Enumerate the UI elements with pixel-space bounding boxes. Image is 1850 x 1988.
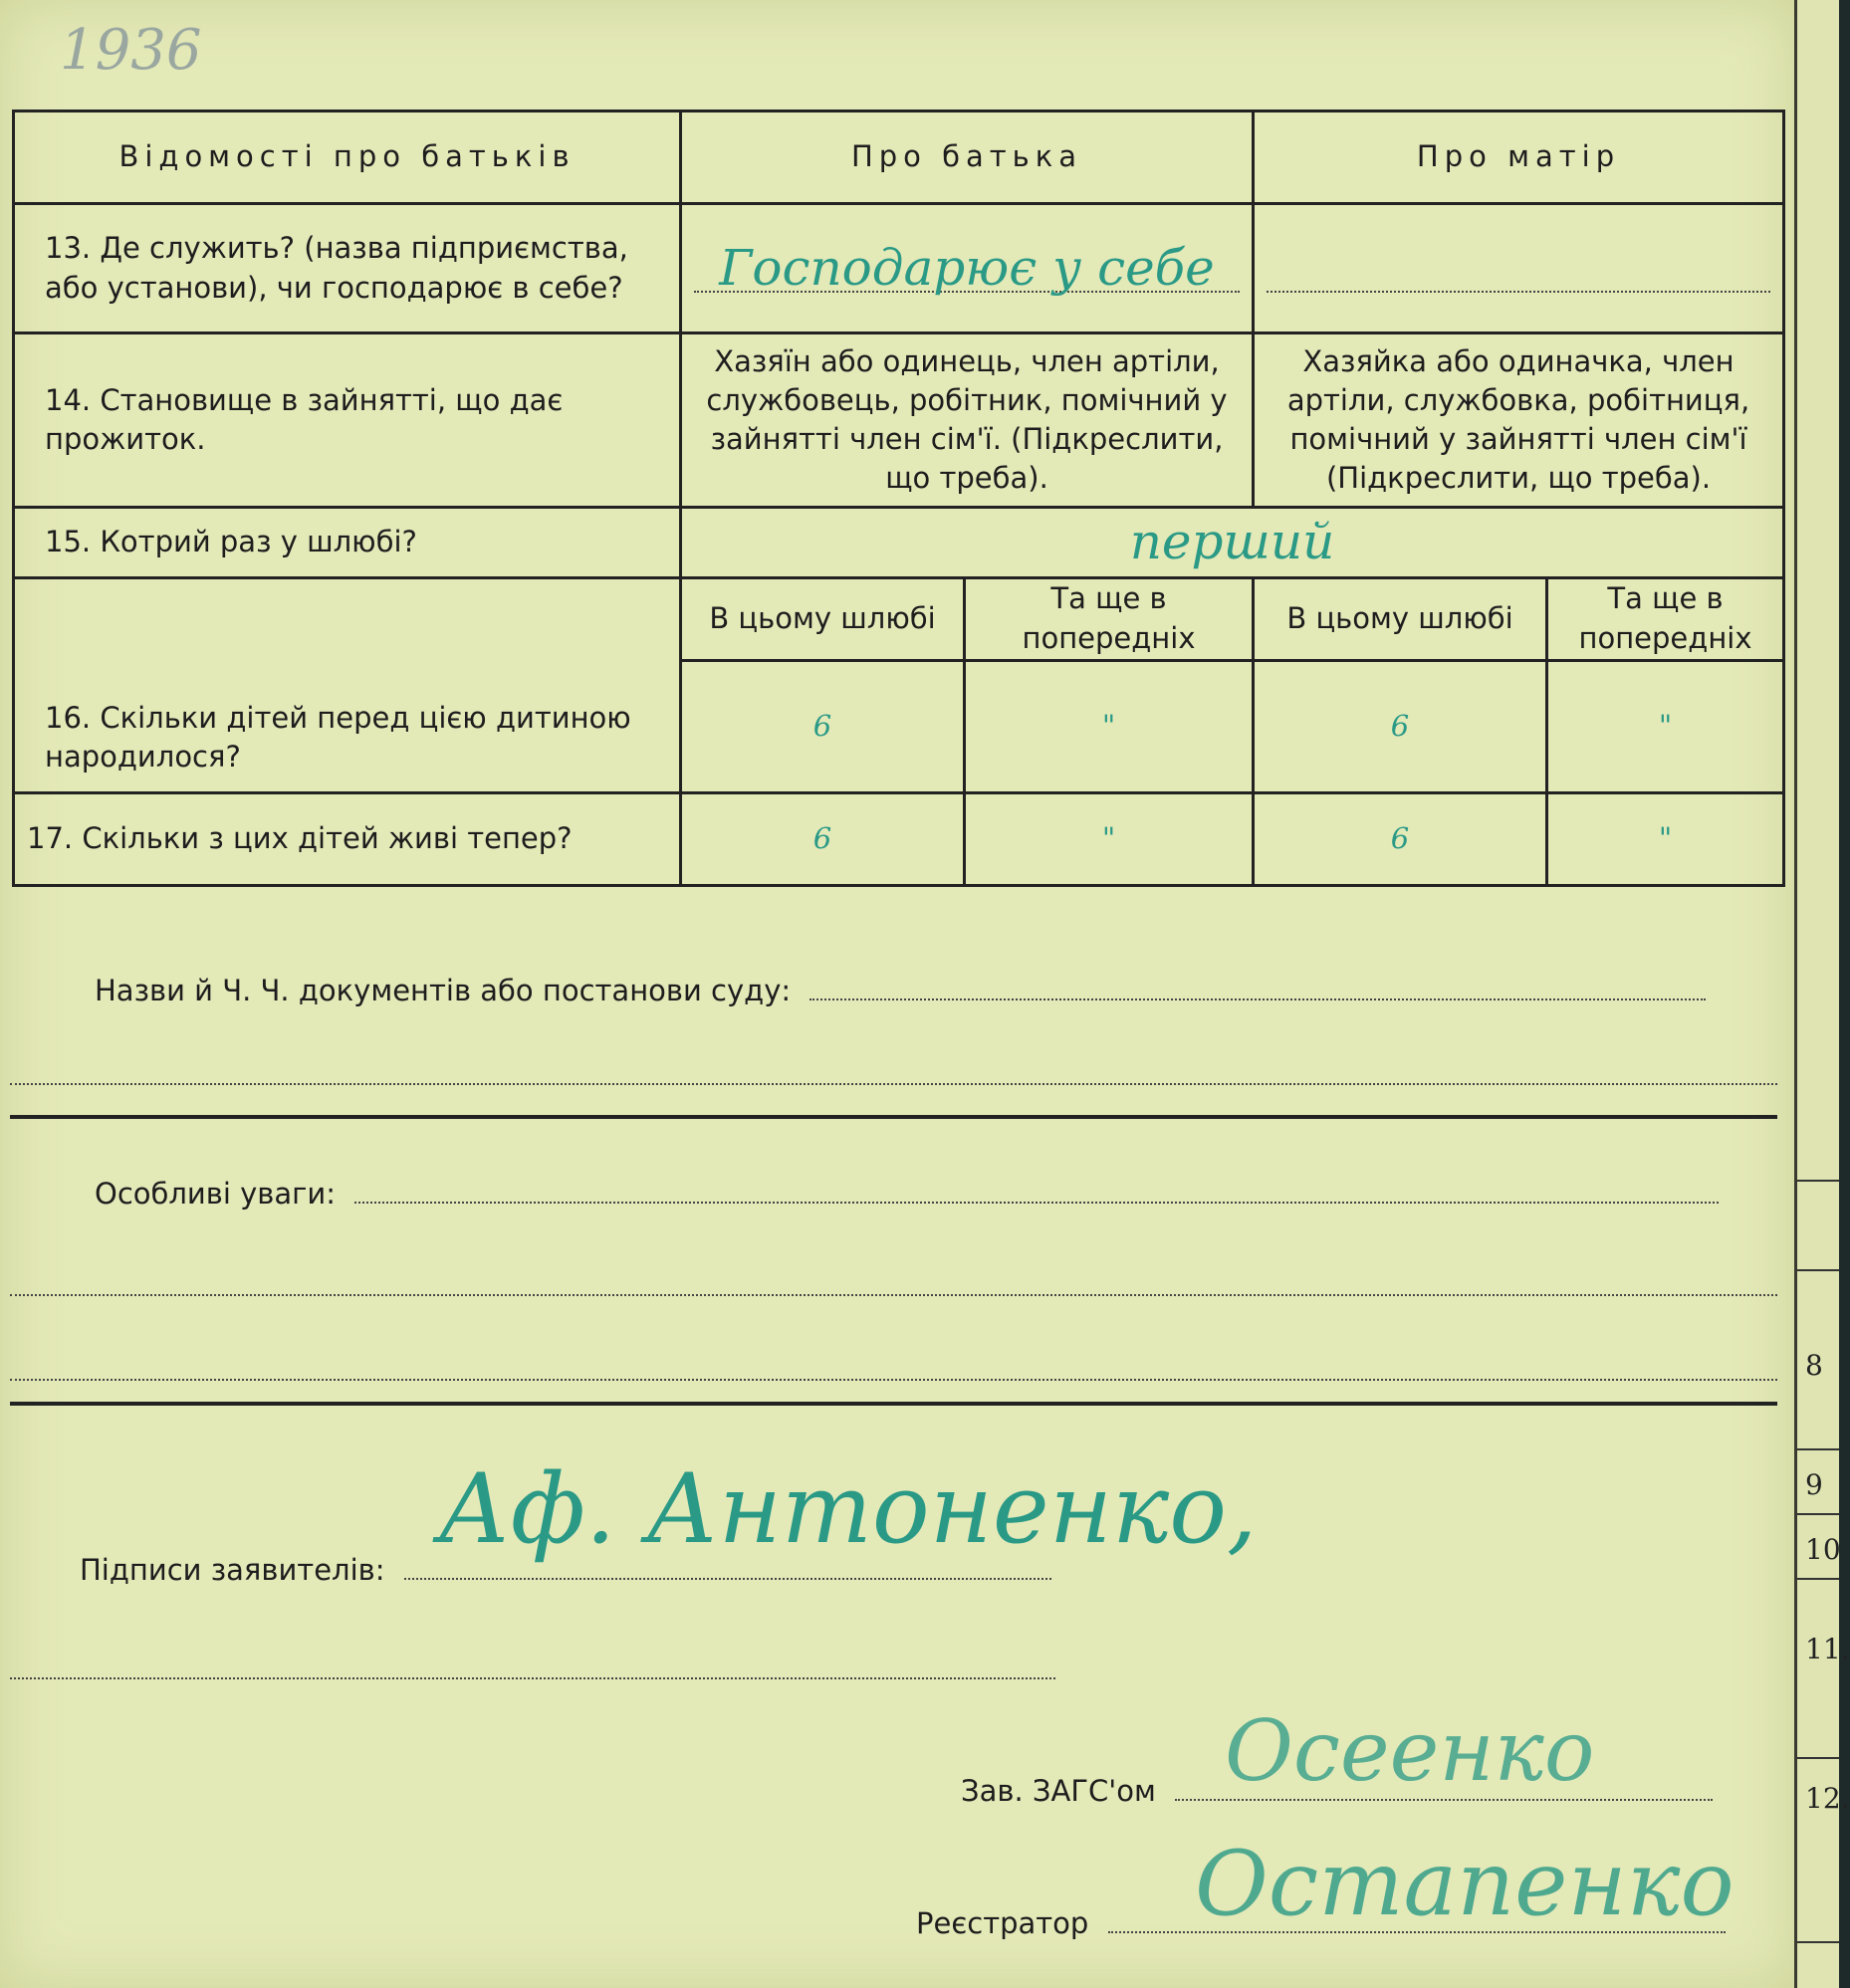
registry-head-label: Зав. ЗАГС'ом <box>961 1774 1156 1808</box>
documents-row <box>95 974 1706 1007</box>
sub-father-prev: Та ще в попередніх <box>965 577 1254 660</box>
header-mother: Про матір <box>1254 111 1784 204</box>
signatures-dotline-2 <box>10 1677 1055 1679</box>
value-16-mother-this: 6 <box>1254 660 1547 792</box>
edge-rule <box>1797 1513 1839 1515</box>
question-16: 16. Скільки дітей перед цією дитиною народилося? <box>14 577 681 792</box>
header-parents-info: Відомості про батьків <box>14 111 681 204</box>
edge-rule <box>1797 1578 1839 1580</box>
row-16-subheader <box>14 577 1784 660</box>
table-header-row <box>14 111 1784 204</box>
row-13 <box>14 204 1784 333</box>
next-page-edge <box>1794 0 1850 1988</box>
question-15: 15. Котрий раз у шлюбі? <box>14 508 681 578</box>
question-13: 13. Де служить? (назва підприємства, або установи), чи господарює в себе? <box>14 204 681 333</box>
sub-father-this: В цьому шлюбі <box>681 577 965 660</box>
section-divider-1 <box>10 1115 1777 1119</box>
registrar-signature: Остапенко <box>1195 1832 1734 1936</box>
answer-13-text: Господарює у себе <box>694 245 1240 293</box>
options-14-father: Хазяїн або одинець, член артіли, службовець, робітник, помічний у зайнятті член сім'ї. (Підкреслити, що треба). <box>681 333 1254 508</box>
answer-13-mother-line <box>1267 245 1770 293</box>
notes-dotline <box>354 1182 1719 1204</box>
row-15 <box>14 508 1784 578</box>
value-17-mother-this: 6 <box>1254 792 1547 885</box>
signatures-label: Підписи заявителів: <box>80 1553 385 1587</box>
notes-row <box>95 1177 1719 1211</box>
value-16-father-this: 6 <box>681 660 965 792</box>
answer-13-father <box>681 204 1254 333</box>
documents-dotline-2 <box>10 1083 1777 1085</box>
question-14: 14. Становище в зайнятті, що дає прожиток. <box>14 333 681 508</box>
registrar-label: Реєстратор <box>916 1906 1089 1940</box>
section-divider-2 <box>10 1402 1777 1406</box>
edge-number: 8 <box>1805 1349 1823 1382</box>
registry-head-signature: Осеенко <box>1225 1702 1595 1800</box>
edge-rule <box>1797 1757 1839 1759</box>
notes-label: Особливі уваги: <box>95 1177 337 1211</box>
value-17-father-prev: " <box>965 792 1254 885</box>
applicant-signature: Аф. Антоненко, <box>438 1453 1258 1565</box>
value-17-father-this: 6 <box>681 792 965 885</box>
row-14 <box>14 333 1784 508</box>
parents-info-table <box>12 110 1785 887</box>
header-father: Про батька <box>681 111 1254 204</box>
edge-number: 10 <box>1805 1533 1841 1566</box>
notes-dotline-2 <box>10 1294 1777 1296</box>
documents-label: Назви й Ч. Ч. документів або постанови суду: <box>95 974 792 1007</box>
value-17-mother-prev: " <box>1547 792 1784 885</box>
edge-number: 12. <box>1805 1782 1850 1815</box>
edge-number: 9 <box>1805 1468 1823 1501</box>
question-17: 17. Скільки з цих дітей живі тепер? <box>14 792 681 885</box>
sub-mother-this: В цьому шлюбі <box>1254 577 1547 660</box>
edge-rule <box>1797 1269 1839 1271</box>
value-16-mother-prev: " <box>1547 660 1784 792</box>
answer-13-mother <box>1254 204 1784 333</box>
value-16-father-prev: " <box>965 660 1254 792</box>
notes-dotline-3 <box>10 1379 1777 1381</box>
edge-rule <box>1797 1941 1839 1943</box>
edge-number: 11. <box>1805 1633 1850 1665</box>
documents-dotline <box>809 979 1706 1000</box>
sub-mother-prev: Та ще в попередніх <box>1547 577 1784 660</box>
corner-pencil-note: 1936 <box>60 18 202 83</box>
answer-15: перший <box>681 508 1784 578</box>
edge-rule <box>1797 1180 1839 1182</box>
edge-rule <box>1797 1448 1839 1450</box>
row-17 <box>14 792 1784 885</box>
options-14-mother: Хазяйка або одиначка, член артіли, службовка, робітниця, помічний у зайнятті член сім'ї (Підкреслити, що треба). <box>1254 333 1784 508</box>
